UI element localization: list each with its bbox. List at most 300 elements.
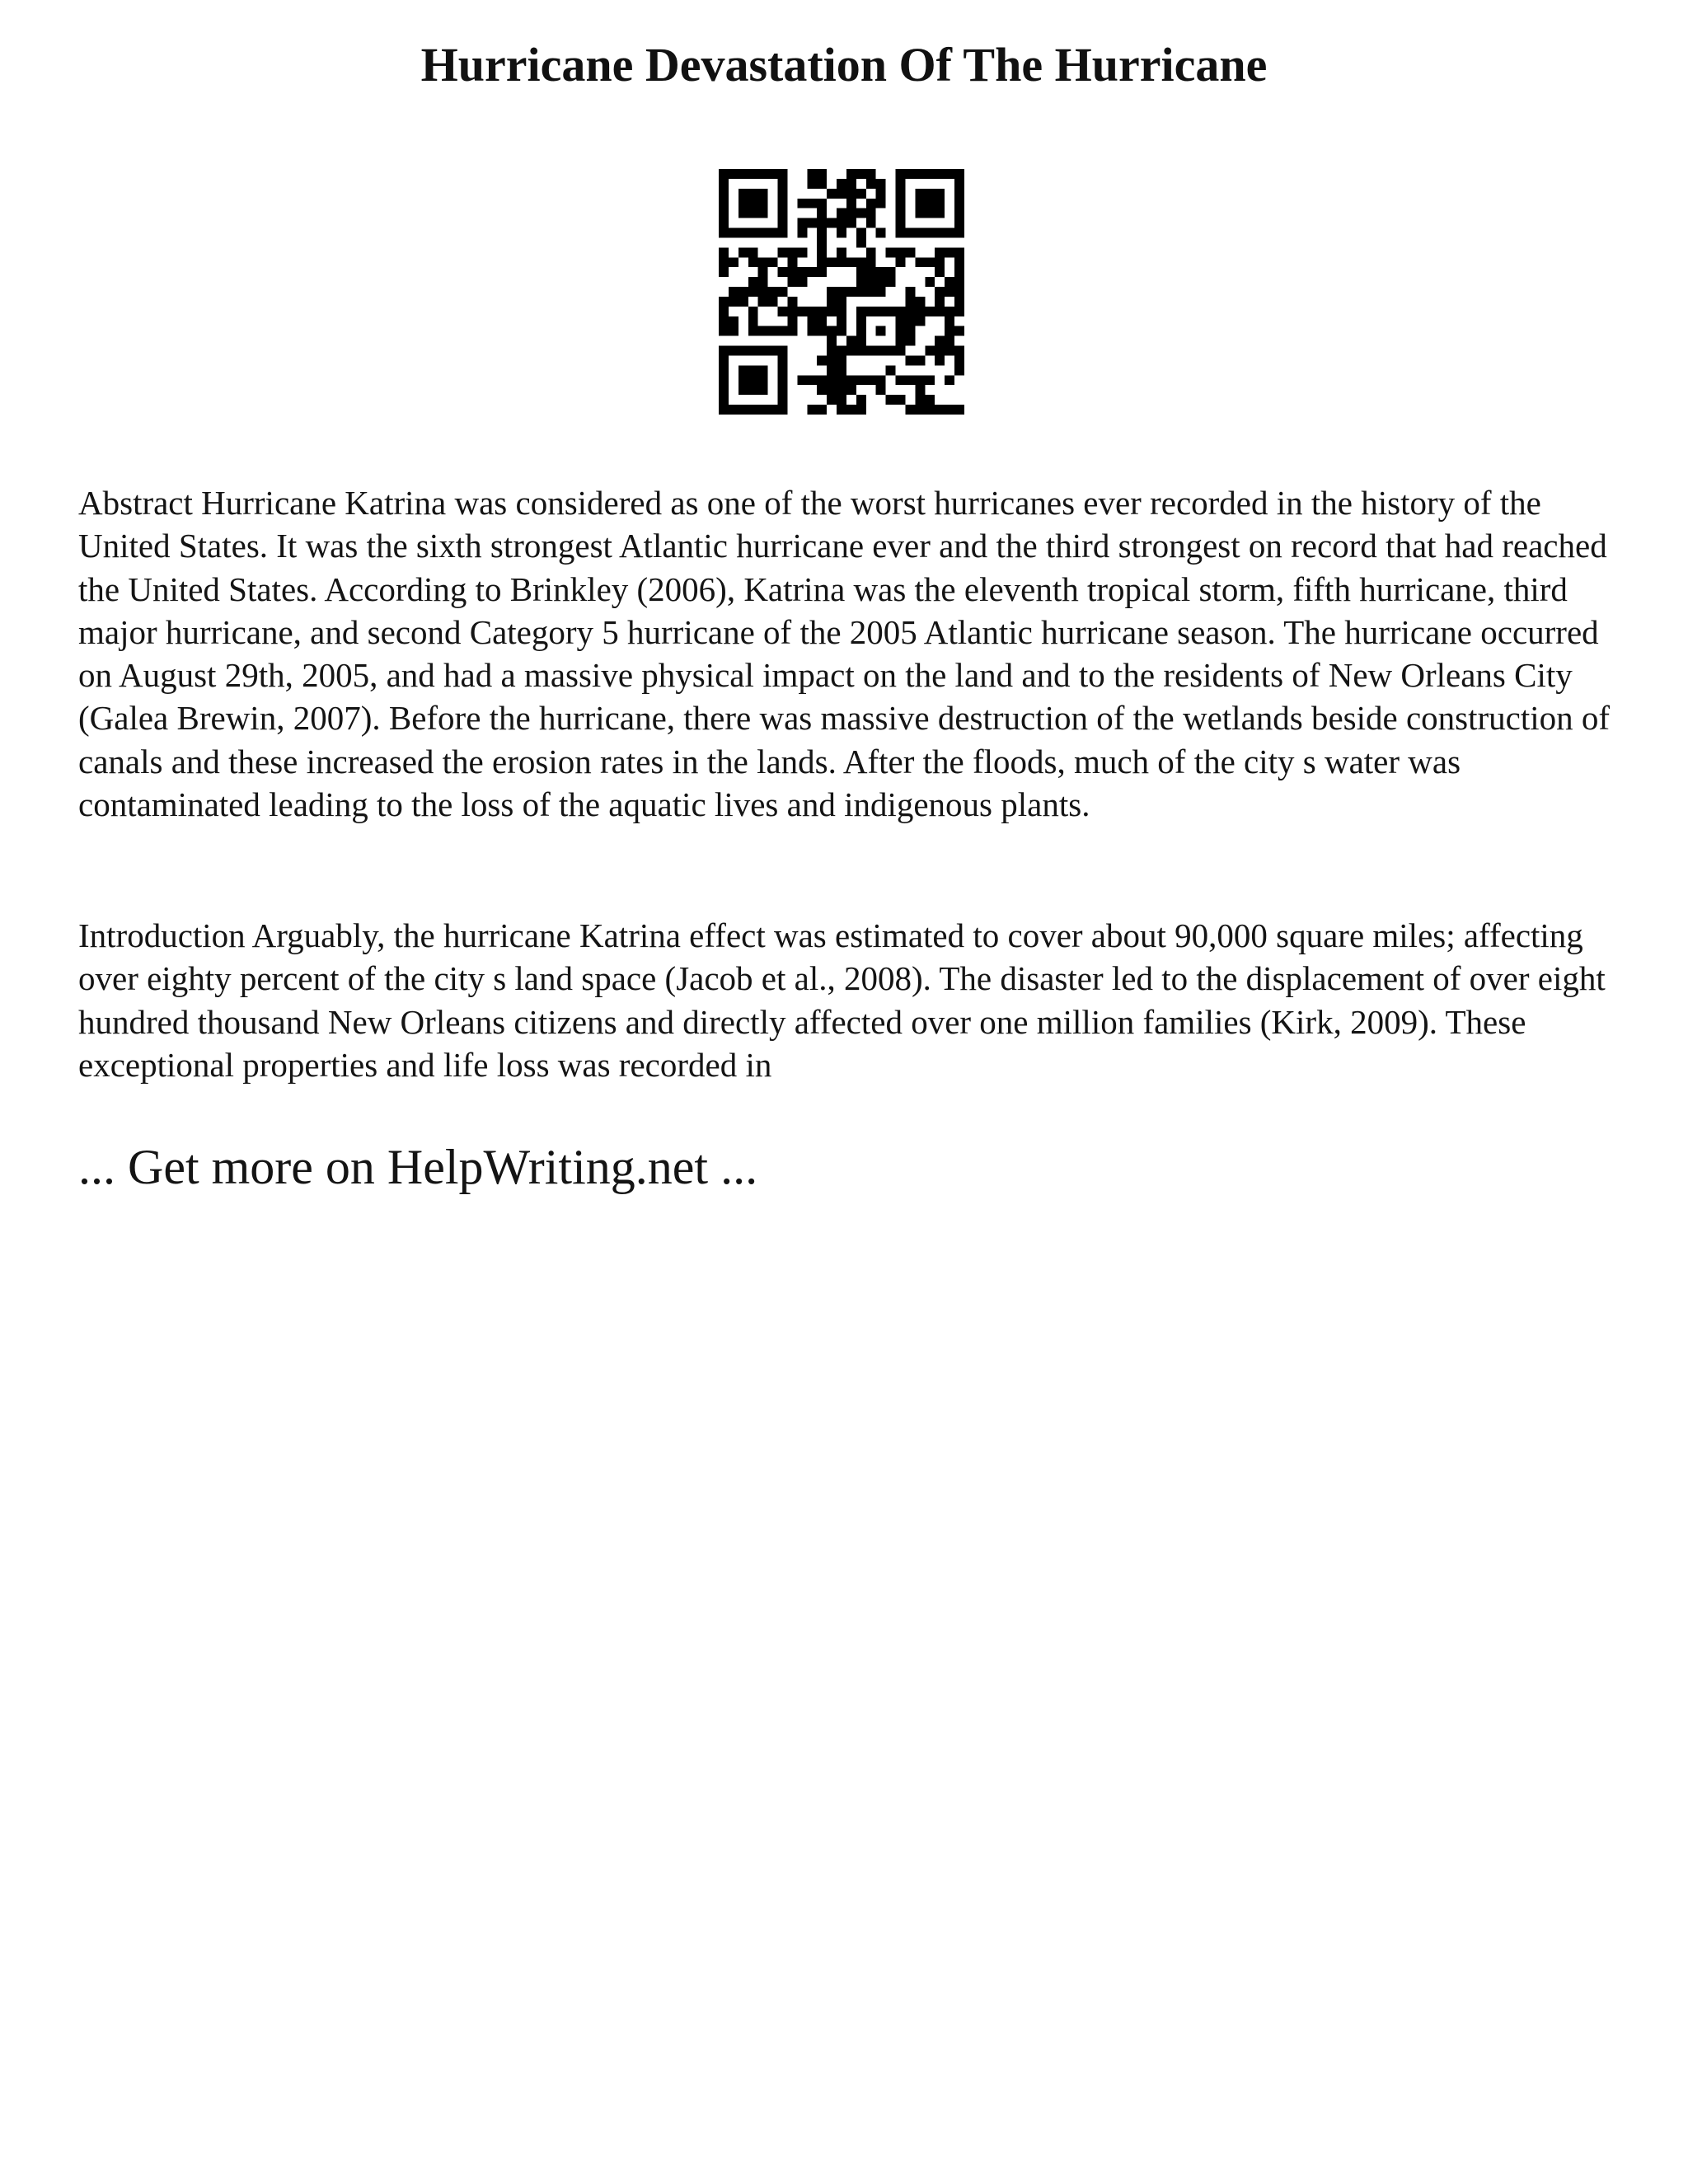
qr-module (954, 365, 964, 375)
qr-module (719, 218, 729, 228)
qr-module (876, 189, 886, 199)
qr-module (945, 169, 954, 179)
qr-module (817, 375, 827, 385)
qr-module (817, 385, 827, 395)
qr-module (935, 287, 945, 297)
qr-module (807, 375, 817, 385)
qr-module (846, 405, 856, 415)
qr-module (935, 355, 945, 365)
qr-module (719, 346, 729, 356)
qr-module (866, 375, 876, 385)
qr-module (758, 267, 768, 277)
qr-module (827, 375, 837, 385)
qr-module (896, 218, 906, 228)
qr-module (738, 228, 748, 238)
qr-module (748, 385, 758, 395)
qr-module (797, 228, 807, 238)
qr-code-graphic (719, 169, 964, 415)
qr-module (787, 297, 797, 307)
qr-module (797, 277, 807, 287)
qr-module (935, 169, 945, 179)
qr-module (758, 209, 768, 218)
qr-module (719, 199, 729, 209)
qr-module (945, 277, 954, 287)
qr-module (954, 218, 964, 228)
qr-module (768, 228, 778, 238)
qr-module (896, 247, 906, 257)
qr-module (758, 365, 768, 375)
qr-module (856, 307, 866, 316)
qr-module (935, 346, 945, 356)
qr-module (748, 169, 758, 179)
qr-module (866, 247, 876, 257)
qr-module (935, 199, 945, 209)
qr-module (945, 247, 954, 257)
qr-module (807, 326, 817, 336)
qr-module (738, 189, 748, 199)
qr-module (915, 199, 925, 209)
qr-module (905, 336, 915, 346)
qr-module (817, 326, 827, 336)
qr-module (778, 247, 788, 257)
qr-module (915, 228, 925, 238)
qr-module (896, 395, 906, 405)
qr-module (768, 326, 778, 336)
qr-module (778, 395, 788, 405)
qr-module (758, 257, 768, 267)
qr-module (954, 169, 964, 179)
qr-module (945, 346, 954, 356)
qr-module (954, 267, 964, 277)
qr-module (846, 189, 856, 199)
qr-module (954, 307, 964, 316)
qr-module (807, 307, 817, 316)
qr-module (837, 287, 846, 297)
qr-module (837, 228, 846, 238)
qr-module (748, 228, 758, 238)
qr-module (866, 346, 876, 356)
qr-module (896, 346, 906, 356)
qr-module (827, 218, 837, 228)
qr-module (935, 297, 945, 307)
qr-module (768, 297, 778, 307)
qr-module (778, 365, 788, 375)
qr-module (827, 365, 837, 375)
qr-module (807, 218, 817, 228)
qr-module (837, 179, 846, 189)
qr-module (915, 395, 925, 405)
qr-module (905, 287, 915, 297)
qr-module (837, 395, 846, 405)
qr-module (837, 189, 846, 199)
qr-module (954, 209, 964, 218)
qr-module (856, 267, 866, 277)
qr-module (787, 316, 797, 326)
qr-module (778, 385, 788, 395)
qr-module (915, 385, 925, 395)
qr-module (778, 218, 788, 228)
qr-module (905, 228, 915, 238)
qr-module (738, 247, 748, 257)
qr-module (954, 179, 964, 189)
qr-module (719, 355, 729, 365)
qr-module (758, 405, 768, 415)
qr-module (797, 375, 807, 385)
qr-module (719, 189, 729, 199)
qr-module (748, 209, 758, 218)
qr-module (846, 169, 856, 179)
qr-module (945, 228, 954, 238)
qr-module (778, 189, 788, 199)
qr-module (827, 287, 837, 297)
qr-module (817, 405, 827, 415)
qr-module (778, 209, 788, 218)
qr-module (797, 218, 807, 228)
qr-module (797, 267, 807, 277)
get-more-link[interactable]: ... Get more on HelpWriting.net ... (78, 1140, 758, 1194)
qr-module (837, 218, 846, 228)
qr-module (837, 307, 846, 316)
qr-module (748, 365, 758, 375)
qr-module (837, 375, 846, 385)
qr-module (748, 346, 758, 356)
qr-module (876, 267, 886, 277)
qr-module (905, 307, 915, 316)
qr-module (719, 267, 729, 277)
qr-module (846, 346, 856, 356)
qr-module (817, 228, 827, 238)
qr-module (758, 189, 768, 199)
qr-module (729, 346, 738, 356)
qr-module (866, 277, 876, 287)
qr-module (856, 287, 866, 297)
qr-module (954, 405, 964, 415)
qr-module (768, 257, 778, 267)
qr-module (866, 209, 876, 218)
qr-module (915, 209, 925, 218)
qr-module (758, 287, 768, 297)
qr-module (846, 336, 856, 346)
qr-module (915, 316, 925, 326)
qr-module (817, 179, 827, 189)
qr-module (856, 346, 866, 356)
qr-module (748, 405, 758, 415)
qr-module (896, 199, 906, 209)
qr-module (738, 346, 748, 356)
qr-module (719, 228, 729, 238)
qr-module (827, 355, 837, 365)
qr-module (719, 395, 729, 405)
qr-module (905, 375, 915, 385)
qr-module (866, 307, 876, 316)
qr-module (817, 355, 827, 365)
qr-module (738, 405, 748, 415)
qr-module (876, 346, 886, 356)
qr-module (905, 247, 915, 257)
qr-module (768, 287, 778, 297)
qr-module (768, 405, 778, 415)
qr-module (915, 189, 925, 199)
qr-module (846, 209, 856, 218)
qr-module (817, 257, 827, 267)
qr-module (778, 169, 788, 179)
qr-module (896, 326, 906, 336)
qr-module (827, 257, 837, 267)
qr-module (719, 365, 729, 375)
qr-module (925, 307, 935, 316)
qr-module (925, 257, 935, 267)
qr-module (846, 218, 856, 228)
qr-module (748, 307, 758, 316)
qr-module (787, 247, 797, 257)
qr-module (905, 405, 915, 415)
qr-module (719, 209, 729, 218)
qr-module (807, 179, 817, 189)
qr-module (748, 277, 758, 287)
qr-module (925, 395, 935, 405)
qr-module (719, 297, 729, 307)
qr-module (787, 326, 797, 336)
qr-module (768, 346, 778, 356)
qr-module (856, 405, 866, 415)
qr-module (896, 336, 906, 346)
qr-module (758, 346, 768, 356)
qr-module (827, 307, 837, 316)
qr-module (886, 307, 896, 316)
qr-module (876, 199, 886, 209)
qr-module (896, 179, 906, 189)
qr-module (945, 316, 954, 326)
qr-module (876, 179, 886, 189)
qr-module (945, 375, 954, 385)
qr-module (954, 287, 964, 297)
qr-module (945, 326, 954, 336)
qr-module (886, 247, 896, 257)
qr-module (797, 247, 807, 257)
qr-module (856, 326, 866, 336)
qr-module (896, 257, 906, 267)
qr-module (719, 375, 729, 385)
qr-module (738, 297, 748, 307)
qr-module (817, 307, 827, 316)
qr-module (856, 277, 866, 287)
qr-module (778, 375, 788, 385)
qr-module (896, 169, 906, 179)
qr-code-icon (719, 169, 964, 415)
qr-module (954, 297, 964, 307)
qr-module (954, 247, 964, 257)
qr-module (856, 257, 866, 267)
qr-module (729, 326, 738, 336)
qr-module (827, 189, 837, 199)
qr-module (778, 355, 788, 365)
qr-module (738, 209, 748, 218)
qr-module (876, 307, 886, 316)
qr-module (945, 336, 954, 346)
qr-module (954, 277, 964, 287)
qr-module (905, 297, 915, 307)
qr-module (738, 385, 748, 395)
qr-module (787, 307, 797, 316)
qr-module (925, 199, 935, 209)
qr-module (787, 257, 797, 267)
qr-module (729, 257, 738, 267)
document-title: Hurricane Devastation Of The Hurricane (420, 38, 1268, 91)
qr-module (896, 228, 906, 238)
qr-module (954, 346, 964, 356)
qr-module (729, 287, 738, 297)
qr-module (886, 365, 896, 375)
qr-module (846, 257, 856, 267)
qr-module (876, 277, 886, 287)
qr-module (817, 209, 827, 218)
qr-module (778, 307, 788, 316)
qr-module (876, 287, 886, 297)
qr-module (817, 267, 827, 277)
qr-module (954, 326, 964, 336)
qr-module (787, 267, 797, 277)
qr-module (758, 385, 768, 395)
qr-module (886, 267, 896, 277)
qr-module (866, 199, 876, 209)
qr-module (719, 169, 729, 179)
qr-module (866, 218, 876, 228)
qr-module (925, 277, 935, 287)
qr-module (935, 405, 945, 415)
qr-module (778, 287, 788, 297)
qr-module (935, 267, 945, 277)
qr-module (837, 326, 846, 336)
qr-module (915, 169, 925, 179)
qr-module (758, 375, 768, 385)
qr-module (758, 277, 768, 287)
qr-module (856, 169, 866, 179)
qr-module (837, 365, 846, 375)
qr-module (807, 316, 817, 326)
qr-module (896, 375, 906, 385)
qr-module (837, 316, 846, 326)
abstract-paragraph: Abstract Hurricane Katrina was considered as one of the worst hurricanes ever recorded in the history of the United States. It was the sixth strongest Atlantic hurricane ever and the third strongest on record that had reached the United States. According to Brinkley (2006), Katrina was the eleventh tropical storm, fifth hurricane, third major hurricane, and second Category 5 hurricane of the 2005 Atlantic hurricane season. The hurricane occurred on August 29th, 2005, and had a massive physical impact on the land and to the residents of New Orleans City (Galea Brewin, 2007). Before the hurricane, there was massive destruction of the wetlands beside construction of canals and these increased the erosion rates in the lands. After the floods, much of the city s water was contaminated leading to the loss of the aquatic lives and indigenous plants. (78, 484, 1611, 824)
qr-module (729, 228, 738, 238)
qr-module (758, 169, 768, 179)
qr-module (935, 336, 945, 346)
qr-module (905, 355, 915, 365)
qr-module (866, 179, 876, 189)
qr-module (935, 209, 945, 218)
qr-module (729, 297, 738, 307)
qr-module (758, 326, 768, 336)
qr-module (905, 316, 915, 326)
qr-module (738, 169, 748, 179)
qr-module (846, 199, 856, 209)
qr-module (925, 375, 935, 385)
qr-module (837, 257, 846, 267)
qr-module (778, 326, 788, 336)
qr-module (778, 346, 788, 356)
qr-module (827, 395, 837, 405)
qr-module (945, 287, 954, 297)
qr-module (866, 287, 876, 297)
qr-module (827, 297, 837, 307)
qr-module (945, 405, 954, 415)
qr-module (837, 247, 846, 257)
qr-module (729, 405, 738, 415)
qr-module (807, 169, 817, 179)
qr-module (807, 405, 817, 415)
qr-module (758, 228, 768, 238)
qr-module (719, 326, 729, 336)
qr-module (886, 346, 896, 356)
qr-module (827, 326, 837, 336)
qr-module (925, 209, 935, 218)
qr-module (905, 326, 915, 336)
qr-module (896, 307, 906, 316)
qr-module (837, 405, 846, 415)
qr-module (778, 267, 788, 277)
qr-module (817, 218, 827, 228)
qr-module (729, 169, 738, 179)
qr-module (935, 307, 945, 316)
qr-module (905, 169, 915, 179)
qr-module (837, 355, 846, 365)
qr-module (846, 375, 856, 385)
qr-module (719, 257, 729, 267)
qr-module (837, 346, 846, 356)
qr-module (817, 169, 827, 179)
qr-module (935, 228, 945, 238)
qr-module (748, 326, 758, 336)
qr-module (797, 199, 807, 209)
qr-module (748, 257, 758, 267)
qr-module (935, 257, 945, 267)
qr-module (817, 316, 827, 326)
qr-module (837, 385, 846, 395)
qr-module (925, 169, 935, 179)
qr-module (846, 287, 856, 297)
qr-module (886, 277, 896, 287)
qr-module (886, 395, 896, 405)
qr-module (778, 405, 788, 415)
qr-module (827, 346, 837, 356)
qr-module (738, 365, 748, 375)
qr-module (817, 247, 827, 257)
qr-module (748, 316, 758, 326)
qr-module (856, 336, 866, 346)
qr-module (876, 326, 886, 336)
qr-module (787, 277, 797, 287)
qr-module (729, 316, 738, 326)
qr-module (856, 209, 866, 218)
qr-module (954, 199, 964, 209)
qr-module (748, 287, 758, 297)
qr-module (778, 228, 788, 238)
qr-module (915, 297, 925, 307)
qr-module (778, 179, 788, 189)
qr-module (935, 247, 945, 257)
qr-module (954, 355, 964, 365)
qr-module (866, 257, 876, 267)
qr-module (925, 228, 935, 238)
qr-module (797, 307, 807, 316)
qr-module (719, 385, 729, 395)
qr-module (896, 316, 906, 326)
qr-module (748, 189, 758, 199)
qr-module (817, 237, 827, 247)
qr-module (856, 189, 866, 199)
qr-module (856, 395, 866, 405)
qr-module (915, 375, 925, 385)
qr-module (915, 257, 925, 267)
